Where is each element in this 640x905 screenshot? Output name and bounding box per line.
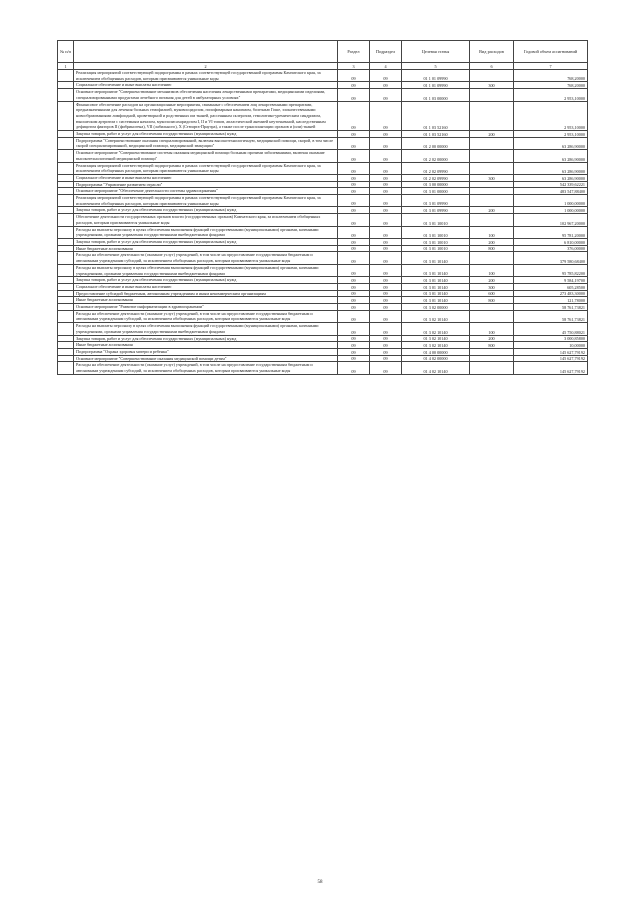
expense-type-cell: 200	[470, 335, 514, 342]
target-article-cell: 01 3 01 10140	[402, 277, 470, 284]
podrazdel-cell: 09	[370, 304, 402, 311]
expense-name-cell: Иные бюджетные ассигнования	[74, 342, 338, 349]
podrazdel-cell: 09	[370, 150, 402, 162]
amount-cell: 379 580,68400	[514, 252, 588, 264]
target-article-cell: 01 3 02 00000	[402, 304, 470, 311]
target-article-cell: 01 1 01 09990	[402, 82, 470, 89]
expense-name-cell: Основное мероприятие "Обеспечение деятельности системы здравоохранения"	[74, 188, 338, 195]
expense-name-cell: Реализация мероприятий соответствующей подпрограммы в рамках соответствующей государственной программы Камчатского края, за исключением обобщенных расходов, которым присваиваются уникальные коды	[74, 162, 338, 174]
row-number-cell	[58, 82, 74, 89]
table-row	[58, 131, 588, 138]
amount-cell: 145 627,79192	[514, 362, 588, 374]
razdel-cell: 09	[338, 89, 370, 101]
amount-cell: 483 547,88400	[514, 188, 588, 195]
column-number: 3	[338, 63, 370, 70]
amount-cell: 63 286,90000	[514, 137, 588, 149]
amount-cell: 2 953,10000	[514, 131, 588, 138]
row-number-cell	[58, 181, 74, 188]
header-annual-amount: Годовой объем ассигнований	[514, 41, 588, 63]
expense-type-cell	[470, 70, 514, 82]
table-row	[58, 82, 588, 89]
podrazdel-cell: 09	[370, 310, 402, 322]
amount-cell: 121,78000	[514, 297, 588, 304]
razdel-cell: 09	[338, 304, 370, 311]
podrazdel-cell: 09	[370, 362, 402, 374]
razdel-cell: 09	[338, 264, 370, 276]
target-article-cell: 01 3 01 10140	[402, 297, 470, 304]
expense-type-cell	[470, 355, 514, 362]
table-row	[58, 297, 588, 304]
razdel-cell: 09	[338, 342, 370, 349]
expense-name-cell: Закупка товаров, работ и услуг для обеспечения государственных (муниципальных) нужд	[74, 238, 338, 245]
expense-name-cell: Закупка товаров, работ и услуг для обеспечения государственных (муниципальных) нужд	[74, 131, 338, 138]
target-article-cell: 01 2 02 09990	[402, 174, 470, 181]
podrazdel-cell: 09	[370, 188, 402, 195]
target-article-cell: 01 3 01 00000	[402, 188, 470, 195]
expense-type-cell	[470, 348, 514, 355]
razdel-cell: 09	[338, 195, 370, 207]
podrazdel-cell: 09	[370, 214, 402, 226]
expense-name-cell: Иные бюджетные ассигнования	[74, 245, 338, 252]
razdel-cell: 09	[338, 252, 370, 264]
target-article-cell: 01 1 03 00000	[402, 89, 470, 101]
expense-name-cell: Социальное обеспечение и иные выплаты населению	[74, 82, 338, 89]
expense-type-cell	[470, 162, 514, 174]
podrazdel-cell: 09	[370, 335, 402, 342]
table-row	[58, 323, 588, 335]
podrazdel-cell: 09	[370, 181, 402, 188]
target-article-cell: 01 2 02 09990	[402, 162, 470, 174]
expense-name-cell: Реализация мероприятий соответствующей подпрограммы в рамках соответствующей государственной программы Камчатского края, за исключением обобщенных расходов, которым присваиваются уникальные коды	[74, 195, 338, 207]
podrazdel-cell: 09	[370, 252, 402, 264]
razdel-cell: 09	[338, 348, 370, 355]
podrazdel-cell: 09	[370, 277, 402, 284]
row-number-cell	[58, 195, 74, 207]
column-number: 2	[74, 63, 338, 70]
expense-name-cell: Расходы на обеспечение деятельности (оказание услуг) учреждений, в том числе на предоставление государственным бюджетным и автономным учреждениям субсидий, за исключением обобщенных расходов, которым присваиваются уникальные коды	[74, 252, 338, 264]
target-article-cell: 01 3 01 09990	[402, 195, 470, 207]
table-row	[58, 181, 588, 188]
expense-type-cell: 100	[470, 323, 514, 335]
header-name	[74, 41, 338, 63]
row-number-cell	[58, 342, 74, 349]
expense-name-cell: Основное мероприятие "Совершенствование оказания медицинской помощи детям"	[74, 355, 338, 362]
header-razdel: Раздел	[338, 41, 370, 63]
expense-type-cell	[470, 304, 514, 311]
amount-cell: 1 000,00000	[514, 195, 588, 207]
podrazdel-cell: 09	[370, 264, 402, 276]
table-row	[58, 195, 588, 207]
row-number-cell	[58, 335, 74, 342]
amount-cell: 3 000,85800	[514, 335, 588, 342]
podrazdel-cell: 09	[370, 342, 402, 349]
table-row	[58, 101, 588, 131]
expense-name-cell: Расходы на выплаты персоналу в целях обеспечения выполнения функций государственными (муниципальными) органами, казенными учреждениями, органами управления государственными внебюджетными фондами	[74, 264, 338, 276]
podrazdel-cell: 09	[370, 137, 402, 149]
target-article-cell: 01 3 01 10010	[402, 238, 470, 245]
table-row	[58, 207, 588, 214]
expense-name-cell: Социальное обеспечение и иные выплаты населению	[74, 283, 338, 290]
expense-name-cell: Социальное обеспечение и иные выплаты населению	[74, 174, 338, 181]
podrazdel-cell: 09	[370, 101, 402, 131]
target-article-cell: 01 3 02 10140	[402, 335, 470, 342]
target-article-cell: 01 3 00 00000	[402, 181, 470, 188]
row-number-cell	[58, 207, 74, 214]
amount-cell: 145 627,79192	[514, 348, 588, 355]
expense-type-cell	[470, 362, 514, 374]
table-row	[58, 277, 588, 284]
expense-type-cell: 800	[470, 342, 514, 349]
podrazdel-cell: 09	[370, 162, 402, 174]
budget-table	[57, 40, 588, 375]
table-row	[58, 89, 588, 101]
amount-cell: 768,20000	[514, 82, 588, 89]
razdel-cell: 09	[338, 207, 370, 214]
target-article-cell: 01 3 02 10140	[402, 323, 470, 335]
row-number-cell	[58, 174, 74, 181]
table-row	[58, 355, 588, 362]
expense-type-cell: 200	[470, 131, 514, 138]
expense-name-cell: Основное мероприятие "Совершенствование системы оказания медицинской помощи больным прочими заболеваниями, включая оказание высокотехнологичной медицинской помощи"	[74, 150, 338, 162]
expense-type-cell: 800	[470, 297, 514, 304]
razdel-cell: 09	[338, 355, 370, 362]
expense-type-cell	[470, 101, 514, 131]
amount-cell: 95 785,82200	[514, 264, 588, 276]
row-number-cell	[58, 355, 74, 362]
podrazdel-cell: 09	[370, 195, 402, 207]
expense-name-cell: Закупка товаров, работ и услуг для обеспечения государственных (муниципальных) нужд	[74, 335, 338, 342]
expense-type-cell: 200	[470, 207, 514, 214]
expense-type-cell: 300	[470, 82, 514, 89]
podrazdel-cell: 09	[370, 70, 402, 82]
row-number-cell	[58, 290, 74, 297]
table-row	[58, 362, 588, 374]
expense-name-cell: Закупка товаров, работ и услуг для обеспечения государственных (муниципальных) нужд	[74, 277, 338, 284]
table-row	[58, 283, 588, 290]
amount-cell: 95 781,20000	[514, 226, 588, 238]
podrazdel-cell: 09	[370, 348, 402, 355]
table-row	[58, 310, 588, 322]
expense-type-cell: 300	[470, 283, 514, 290]
target-article-cell: 01 3 01 10140	[402, 252, 470, 264]
row-number-cell	[58, 323, 74, 335]
target-article-cell: 01 1 03 52160	[402, 131, 470, 138]
podrazdel-cell: 09	[370, 89, 402, 101]
expense-name-cell: Расходы на обеспечение деятельности (оказание услуг) учреждений, в том числе на предоставление государственным бюджетным и автономным учреждениям субсидий, за исключением обобщенных расходов, которым присваиваются уникальные коды	[74, 362, 338, 374]
razdel-cell: 09	[338, 82, 370, 89]
expense-type-cell	[470, 310, 514, 322]
podrazdel-cell: 09	[370, 355, 402, 362]
podrazdel-cell: 09	[370, 131, 402, 138]
amount-cell: 63 286,90000	[514, 162, 588, 174]
podrazdel-cell: 09	[370, 297, 402, 304]
expense-name-cell: Подпрограмма "Совершенствование оказания специализированной, включая высокотехнологичную, медицинской помощи, скорой, в том числе скорой специализированной, медицинской помощи, медицинской эвакуации"	[74, 137, 338, 149]
expense-name-cell: Основное мероприятие "Развитие информатизации в здравоохранении"	[74, 304, 338, 311]
row-number-cell	[58, 310, 74, 322]
row-number-cell	[58, 131, 74, 138]
column-number: 6	[470, 63, 514, 70]
table-row	[58, 174, 588, 181]
razdel-cell: 09	[338, 181, 370, 188]
row-number-cell	[58, 304, 74, 311]
table-row	[58, 342, 588, 349]
table-row	[58, 290, 588, 297]
target-article-cell: 01 2 00 00000	[402, 137, 470, 149]
expense-type-cell: 200	[470, 238, 514, 245]
amount-cell: 45 750,88021	[514, 323, 588, 335]
razdel-cell: 09	[338, 131, 370, 138]
column-number-row	[58, 63, 588, 70]
table-row	[58, 226, 588, 238]
row-number-cell	[58, 277, 74, 284]
podrazdel-cell: 09	[370, 290, 402, 297]
amount-cell: 10,00000	[514, 342, 588, 349]
table-row	[58, 304, 588, 311]
razdel-cell: 09	[338, 362, 370, 374]
amount-cell: 58 761,73821	[514, 310, 588, 322]
row-number-cell	[58, 101, 74, 131]
amount-cell: 9 584,19700	[514, 277, 588, 284]
expense-name-cell: Основное мероприятие "Совершенствование механизмов обеспечения населения лекарственными препаратами, медицинскими изделиями, специализированными продуктами лечебного питания для детей в амбулаторных условиях"	[74, 89, 338, 101]
razdel-cell: 09	[338, 226, 370, 238]
expense-type-cell: 100	[470, 226, 514, 238]
target-article-cell: 01 3 01 10010	[402, 226, 470, 238]
expense-name-cell: Обеспечение деятельности государственных органов власти (государственных органов) Камчатского края, за исключением обобщенных расходов, которым присваиваются уникальные коды	[74, 214, 338, 226]
razdel-cell: 09	[338, 70, 370, 82]
column-number: 5	[402, 63, 470, 70]
amount-cell: 6 810,00000	[514, 238, 588, 245]
expense-name-cell: Закупка товаров, работ и услуг для обеспечения государственных (муниципальных) нужд	[74, 207, 338, 214]
row-number-cell	[58, 188, 74, 195]
razdel-cell: 09	[338, 188, 370, 195]
table-row	[58, 214, 588, 226]
amount-cell: 102 967,20000	[514, 214, 588, 226]
expense-name-cell: Предоставление субсидий бюджетным, автономным учреждениям и иным некоммерческим организациям	[74, 290, 338, 297]
header-target-article: Целевая статья	[402, 41, 470, 63]
razdel-cell: 09	[338, 162, 370, 174]
expense-name-cell: Расходы на обеспечение деятельности (оказание услуг) учреждений, в том числе на предоставление государственным бюджетным и автономным учреждениям субсидий, за исключением обобщенных расходов, которым присваиваются уникальные коды	[74, 310, 338, 322]
amount-cell: 1 000,00000	[514, 207, 588, 214]
table-row	[58, 348, 588, 355]
page-number: 58	[317, 880, 323, 885]
razdel-cell: 09	[338, 245, 370, 252]
podrazdel-cell: 09	[370, 283, 402, 290]
table-row	[58, 162, 588, 174]
target-article-cell: 01 3 01 09990	[402, 207, 470, 214]
podrazdel-cell: 09	[370, 323, 402, 335]
amount-cell: 2 953,10000	[514, 101, 588, 131]
amount-cell: 145 627,79192	[514, 355, 588, 362]
podrazdel-cell: 09	[370, 174, 402, 181]
target-article-cell: 01 3 01 10010	[402, 245, 470, 252]
expense-name-cell: Расходы на выплаты персоналу в целях обеспечения выполнения функций государственными (муниципальными) органами, казенными учреждениями, органами управления государственными внебюджетными фондами	[74, 323, 338, 335]
razdel-cell: 09	[338, 137, 370, 149]
row-number-cell	[58, 70, 74, 82]
razdel-cell: 09	[338, 323, 370, 335]
expense-name-cell: Финансовое обеспечение расходов на организационные мероприятия, связанные с обеспечением лиц лекарственными препаратами, предназначенными для лечения больных гемофилией, муковисцидозом, гипофизарным нанизмом, болезнью Гоше, злокачественными новообразованиями лимфоидной, кроветворной и родственных им тканей, рассеянным склерозом, гемолитико-уремическим синдромом, юношеским артритом с системным началом, мукополисахаридозом I, II и VI типов, апластической анемией неуточненной, наследственным дефицитом факторов II (фибриногена), VII (лабильного), X (Стюарта-Прауэра), а также после трансплантации органов и (или) тканей	[74, 101, 338, 131]
podrazdel-cell: 09	[370, 245, 402, 252]
razdel-cell: 09	[338, 277, 370, 284]
expense-type-cell	[470, 181, 514, 188]
target-article-cell: 01 4 00 00000	[402, 348, 470, 355]
table-row	[58, 238, 588, 245]
target-article-cell: 01 4 02 10140	[402, 362, 470, 374]
target-article-cell: 01 3 02 10140	[402, 342, 470, 349]
expense-type-cell: 100	[470, 264, 514, 276]
table-header-row	[58, 41, 588, 63]
amount-cell: 63 286,90000	[514, 150, 588, 162]
podrazdel-cell: 09	[370, 238, 402, 245]
razdel-cell: 09	[338, 335, 370, 342]
row-number-cell	[58, 348, 74, 355]
amount-cell: 63 286,90000	[514, 174, 588, 181]
table-row	[58, 252, 588, 264]
target-article-cell: 01 3 01 10140	[402, 264, 470, 276]
header-expense-type: Вид расходов	[470, 41, 514, 63]
expense-type-cell	[470, 188, 514, 195]
expense-type-cell	[470, 195, 514, 207]
column-number: 1	[58, 63, 74, 70]
header-num: № п/п	[58, 41, 74, 63]
expense-name-cell: Реализация мероприятий соответствующей подпрограммы в рамках соответствующей государственной программы Камчатского края, за исключением обобщенных расходов, которым присваиваются уникальные коды	[74, 70, 338, 82]
razdel-cell: 09	[338, 101, 370, 131]
expense-type-cell	[470, 89, 514, 101]
expense-name-cell: Расходы на выплаты персоналу в целях обеспечения выполнения функций государственными (муниципальными) органами, казенными учреждениями, органами управления государственными внебюджетными фондами	[74, 226, 338, 238]
expense-type-cell	[470, 137, 514, 149]
razdel-cell: 09	[338, 290, 370, 297]
podrazdel-cell: 09	[370, 82, 402, 89]
amount-cell: 542 339,62221	[514, 181, 588, 188]
target-article-cell: 01 2 02 00000	[402, 150, 470, 162]
amount-cell: 376,00000	[514, 245, 588, 252]
target-article-cell: 01 3 02 10140	[402, 310, 470, 322]
razdel-cell: 09	[338, 238, 370, 245]
razdel-cell: 09	[338, 283, 370, 290]
expense-type-cell	[470, 150, 514, 162]
table-row	[58, 264, 588, 276]
column-number: 7	[514, 63, 588, 70]
row-number-cell	[58, 238, 74, 245]
target-article-cell: 01 3 01 10140	[402, 290, 470, 297]
row-number-cell	[58, 283, 74, 290]
amount-cell: 768,20000	[514, 70, 588, 82]
header-podrazdel: Подраздел	[370, 41, 402, 63]
expense-type-cell	[470, 252, 514, 264]
table-row	[58, 335, 588, 342]
podrazdel-cell: 09	[370, 207, 402, 214]
table-row	[58, 150, 588, 162]
razdel-cell: 09	[338, 297, 370, 304]
amount-cell: 605,28500	[514, 283, 588, 290]
row-number-cell	[58, 226, 74, 238]
row-number-cell	[58, 264, 74, 276]
expense-name-cell: Иные бюджетные ассигнования	[74, 297, 338, 304]
amount-cell: 58 761,73821	[514, 304, 588, 311]
row-number-cell	[58, 150, 74, 162]
expense-type-cell: 200	[470, 277, 514, 284]
table-row	[58, 188, 588, 195]
expense-type-cell: 300	[470, 174, 514, 181]
row-number-cell	[58, 297, 74, 304]
expense-type-cell: 600	[470, 290, 514, 297]
target-article-cell: 01 1 01 09990	[402, 70, 470, 82]
expense-name-cell: Подпрограмма "Управление развитием отрасли"	[74, 181, 338, 188]
target-article-cell: 01 4 02 00000	[402, 355, 470, 362]
razdel-cell: 09	[338, 150, 370, 162]
amount-cell: 273 483,30000	[514, 290, 588, 297]
row-number-cell	[58, 252, 74, 264]
row-number-cell	[58, 245, 74, 252]
table-body	[58, 70, 588, 375]
table-row	[58, 245, 588, 252]
expense-type-cell	[470, 214, 514, 226]
row-number-cell	[58, 89, 74, 101]
razdel-cell: 09	[338, 310, 370, 322]
razdel-cell: 09	[338, 214, 370, 226]
target-article-cell: 01 3 01 10140	[402, 283, 470, 290]
table-row	[58, 137, 588, 149]
row-number-cell	[58, 162, 74, 174]
table-row	[58, 70, 588, 82]
expense-name-cell: Подпрограмма "Охрана здоровья матери и ребенка"	[74, 348, 338, 355]
row-number-cell	[58, 362, 74, 374]
row-number-cell	[58, 137, 74, 149]
column-number: 4	[370, 63, 402, 70]
podrazdel-cell: 09	[370, 226, 402, 238]
expense-type-cell: 800	[470, 245, 514, 252]
target-article-cell: 01 1 03 52160	[402, 101, 470, 131]
razdel-cell: 09	[338, 174, 370, 181]
row-number-cell	[58, 214, 74, 226]
target-article-cell: 01 3 01 10010	[402, 214, 470, 226]
amount-cell: 2 953,10000	[514, 89, 588, 101]
